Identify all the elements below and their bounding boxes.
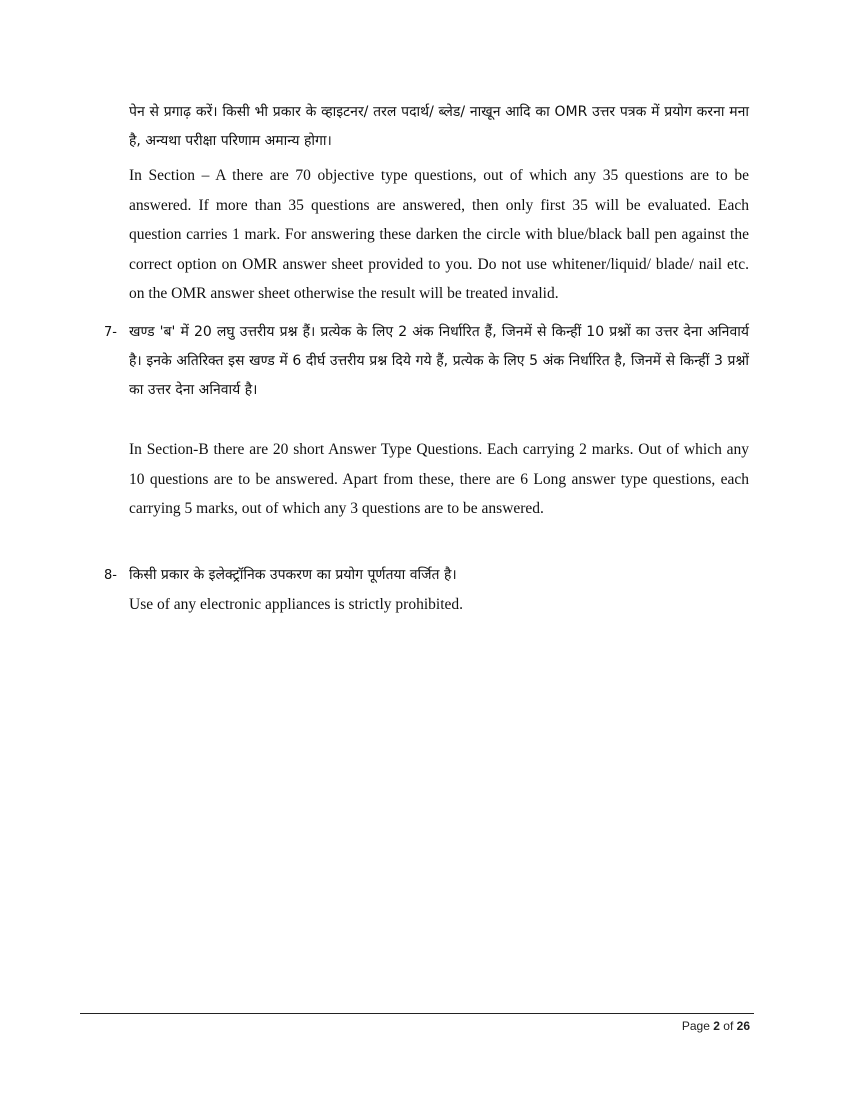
intro-english-paragraph: In Section – A there are 70 objective type questions, out of which any 35 questions are to be answered. If more than 35 questions are answered, then only first 35 will be evaluated. Each question carries 1 mark. For answering these darken the circle with blue/black ball pen against the correct option on OMR answer sheet provided to you. Do not use whitener/liquid/ blade/ nail etc. on the OMR answer sheet otherwise the result will be treated invalid. [129,167,749,302]
intro-hindi-paragraph: पेन से प्रगाढ़ करें। किसी भी प्रकार के व्हाइटनर/ तरल पदार्थ/ ब्लेड/ नाखून आदि का OMR उत्तर पत्रक में प्रयोग करना मना है, अन्यथा परीक्षा परिणाम अमान्य होगा। [129,104,749,149]
item-8-english-paragraph: Use of any electronic appliances is strictly prohibited. [129,596,464,613]
page-number [682,1019,750,1033]
page-of: of [723,1019,734,1033]
item-8-hindi-paragraph: किसी प्रकार के इलेक्ट्रॉनिक उपकरण का प्रयोग पूर्णतया वर्जित है। [129,567,457,583]
item-8-number: 8- [104,568,117,583]
item-7-english-paragraph: In Section-B there are 20 short Answer Type Questions. Each carrying 2 marks. Out of which any 10 questions are to be answered. Apart from these, there are 6 Long answer type questions, each carrying 5 marks, out of which any 3 questions are to be answered. [129,441,749,517]
item-7-hindi-paragraph: खण्ड 'ब' में 20 लघु उत्तरीय प्रश्न हैं। प्रत्येक के लिए 2 अंक निर्धारित हैं, जिनमें से किन्हीं 10 प्रश्नों का उत्तर देना अनिवार्य है। इनके अतिरिक्त इस खण्ड में 6 दीर्घ उत्तरीय प्रश्न दिये गये हैं, प्रत्येक के लिए 5 अंक निर्धारित है, जिनमें से किन्हीं 3 प्रश्नों का उत्तर देना अनिवार्य है। [129,324,749,398]
page-current: 2 [713,1019,720,1033]
item-7-number: 7- [104,325,117,340]
page-label: Page [681,1019,710,1033]
page-total: 26 [736,1019,750,1033]
footer-divider [80,1013,754,1014]
